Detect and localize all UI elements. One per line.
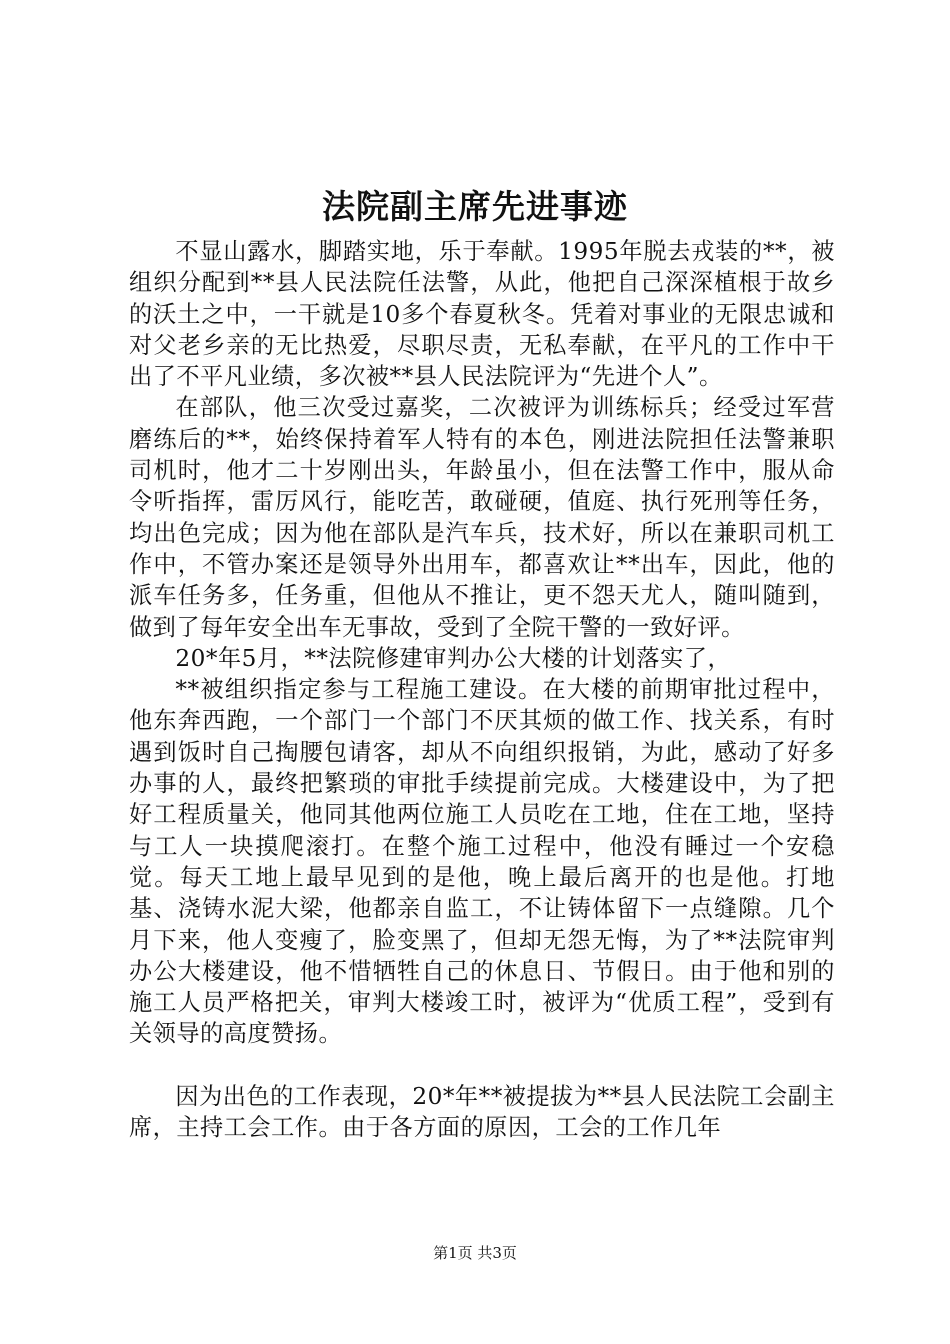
document-body — [129, 236, 835, 1143]
paragraph-intro: 不显山露水，脚踏实地，乐于奉献。1995年脱去戎装的**，被组织分配到**县人民法院任法警，从此，他把自己深深植根于故乡的沃土之中，一干就是10多个春夏秋冬。凭着对事业的无限忠诚和对父老乡亲的无比热爱，尽职尽责，无私奉献，在平凡的工作中干出了不平凡业绩，多次被**县人民法院评为“先进个人”。 — [129, 238, 835, 391]
paragraph-union: 因为出色的工作表现，20*年**被提拔为**县人民法院工会副主席，主持工会工作。由于各方面的原因，工会的工作几年 — [129, 1082, 835, 1142]
document-title: 法院副主席先进事迹 — [322, 187, 628, 226]
paragraph-construction: **被组织指定参与工程施工建设。在大楼的前期审批过程中，他东奔西跑，一个部门一个部门不厌其烦的做工作、找关系，有时遇到饭时自己掏腰包请客，却从不向组织报销，为此，感动了好多办事的人，最终把繁琐的审批手续提前完成。大楼建设中，为了把好工程质量关，他同其他两位施工人员吃在工地，住在工地，坚持与工人一块摸爬滚打。在整个施工过程中，他没有睡过一个安稳觉。每天工地上最早见到的是他，晚上最后离开的也是他。打地基、浇铸水泥大梁，他都亲自监工，不让铸体留下一点缝隙。几个月下来，他人变瘦了，脸变黑了，但却无怨无悔，为了**法院审判办公大楼建设，他不惜牺牲自己的休息日、节假日。由于他和别的施工人员严格把关，审判大楼竣工时，被评为“优质工程”，受到有关领导的高度赞扬。 — [129, 676, 835, 1048]
paragraph-military: 在部队，他三次受过嘉奖，二次被评为训练标兵；经受过军营磨练后的**，始终保持着军人特有的本色，刚进法院担任法警兼职司机时，他才二十岁刚出头，年龄虽小，但在法警工作中，服从命令听指挥，雷厉风行，能吃苦，敢碰硬，值庭、执行死刑等任务，均出色完成；因为他在部队是汽车兵，技术好，所以在兼职司机工作中，不管办案还是领导外出用车，都喜欢让**出车，因此，他的派车任务多，任务重，但他从不推让，更不怨天尤人，随叫随到，做到了每年安全出车无事故，受到了全院干警的一致好评。 — [129, 394, 835, 641]
page-number-footer: 第1页 共3页 — [433, 1244, 517, 1262]
paragraph-building-plan: 20*年5月，**法院修建审判办公大楼的计划落实了， — [175, 644, 732, 672]
